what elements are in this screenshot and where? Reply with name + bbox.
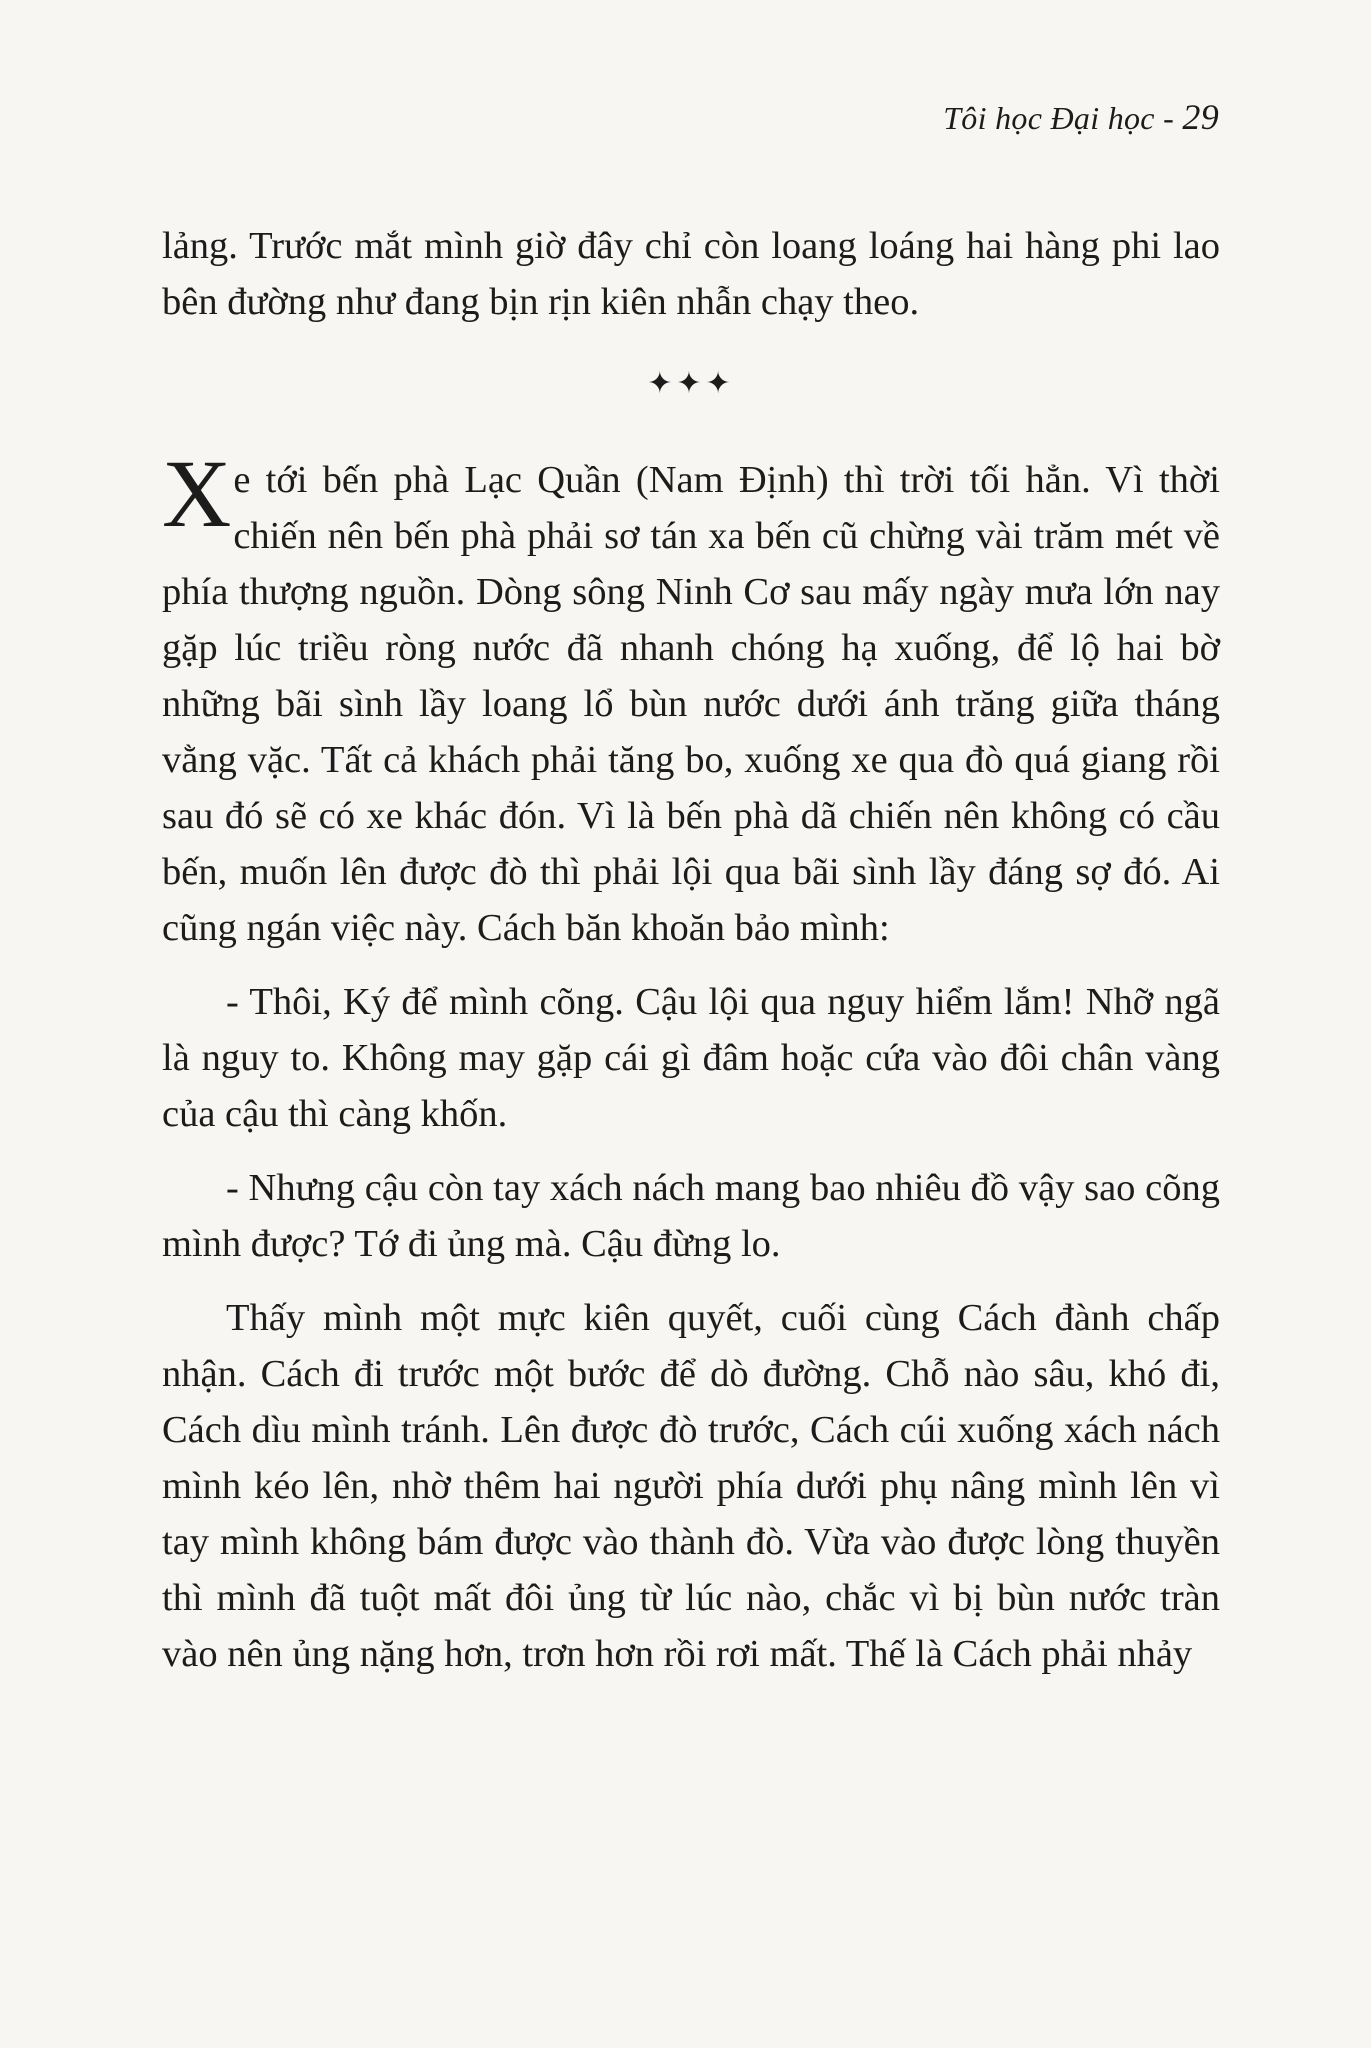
section-break: ✦✦✦ — [647, 367, 735, 400]
header-separator: - — [1163, 100, 1175, 136]
dialogue-paragraph-2: - Nhưng cậu còn tay xách nách mang bao nhiêu đồ vậy sao cõng mình được? Tớ đi ủng mà. Cậu đừng lo. — [162, 1167, 1220, 1265]
paragraph-opening — [162, 440, 1220, 956]
dialogue-paragraph-1: - Thôi, Ký để mình cõng. Cậu lội qua nguy hiểm lắm! Nhỡ ngã là nguy to. Không may gặp cái gì đâm hoặc cứa vào đôi chân vàng của cậu thì càng khốn. — [162, 981, 1220, 1135]
body-text — [162, 218, 1220, 1682]
page-number: 29 — [1182, 97, 1219, 137]
narrative-paragraph: Thấy mình một mực kiên quyết, cuối cùng Cách đành chấp nhận. Cách đi trước một bước để dò đường. Chỗ nào sâu, khó đi, Cách dìu mình tránh. Lên được đò trước, Cách cúi xuống xách nách mình kéo lên, nhờ thêm hai người phía dưới phụ nâng mình lên vì tay mình không bám được vào thành đò. Vừa vào được lòng thuyền thì mình đã tuột mất đôi ủng từ lúc nào, chắc vì bị bùn nước tràn vào nên ủng nặng hơn, trơn hơn rồi rơi mất. Thế là Cách phải nhảy — [162, 1297, 1220, 1675]
drop-cap-letter: X — [162, 440, 232, 547]
paragraph-opening-text: e tới bến phà Lạc Quần (Nam Định) thì trời tối hẳn. Vì thời chiến nên bến phà phải sơ tán xa bến cũ chừng vài trăm mét về phía thượng nguồn. Dòng sông Ninh Cơ sau mấy ngày mưa lớn nay gặp lúc triều ròng nước đã nhanh chóng hạ xuống, để lộ hai bờ những bãi sình lầy loang lổ bùn nước dưới ánh trăng giữa tháng vằng vặc. Tất cả khách phải tăng bo, xuống xe qua đò quá giang rồi sau đó sẽ có xe khác đón. Vì là bến phà dã chiến nên không có cầu bến, muốn lên được đò thì phải lội qua bãi sình lầy đáng sợ đó. Ai cũng ngán việc này. Cách băn khoăn bảo mình: — [162, 459, 1220, 949]
running-header — [943, 96, 1219, 138]
book-title: Tôi học Đại học — [943, 100, 1155, 136]
continued-paragraph: lảng. Trước mắt mình giờ đây chỉ còn loang loáng hai hàng phi lao bên đường như đang bịn rịn kiên nhẫn chạy theo. — [162, 225, 1220, 323]
